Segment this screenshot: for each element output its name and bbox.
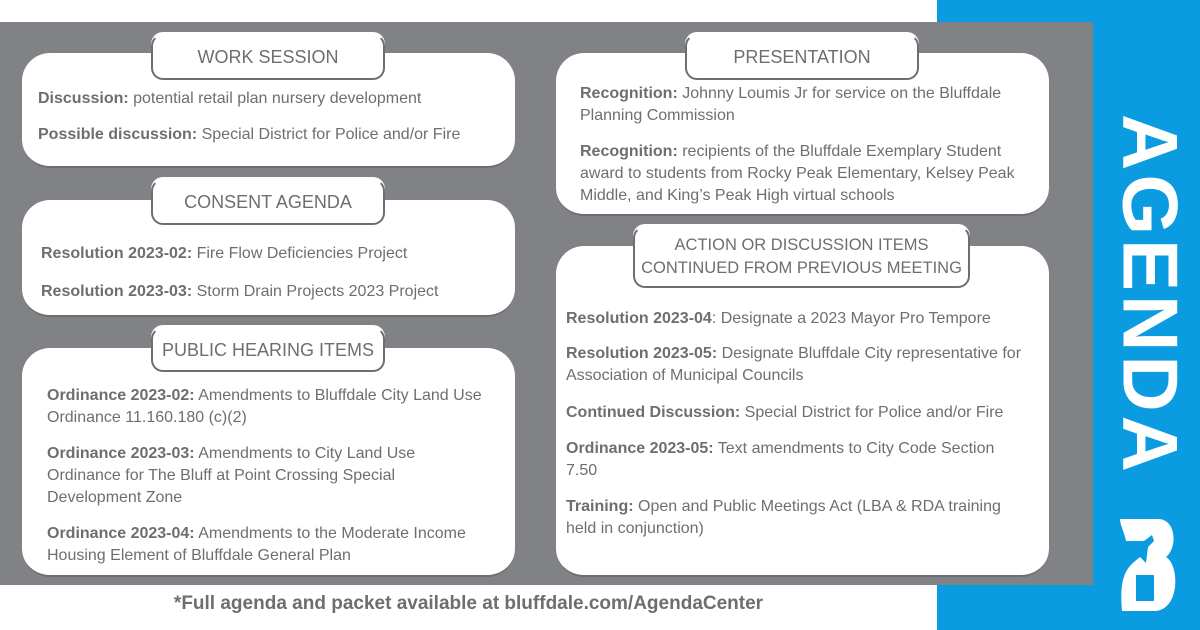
list-item bbox=[47, 385, 507, 429]
item-label: Ordinance 2023-05: bbox=[566, 440, 714, 457]
list-item bbox=[41, 243, 511, 265]
heading-text: WORK SESSION bbox=[197, 47, 339, 67]
item-text: recipients of the Bluffdale Exemplary Student award to students from Rocky Peak Elementary, Kelsey Peak Middle, and King’s Peak High virtual schools bbox=[580, 143, 1015, 204]
item-text: potential retail plan nursery development bbox=[128, 90, 422, 107]
heading-text: PRESENTATION bbox=[733, 47, 871, 67]
list-item bbox=[38, 124, 508, 146]
agenda-title: AGENDA bbox=[1106, 113, 1195, 477]
item-label: Resolution 2023-02: bbox=[41, 245, 193, 262]
item-label: Ordinance 2023-02: bbox=[47, 387, 195, 404]
item-text: Storm Drain Projects 2023 Project bbox=[192, 283, 439, 300]
list-item bbox=[566, 496, 1021, 540]
item-text: Special District for Police and/or Fire bbox=[197, 126, 461, 143]
list-item bbox=[38, 88, 508, 110]
presentation-heading bbox=[685, 34, 919, 80]
list-item bbox=[580, 141, 1040, 207]
list-item bbox=[566, 402, 1036, 424]
item-text: Fire Flow Deficiencies Project bbox=[192, 245, 408, 262]
item-label: Resolution 2023-04 bbox=[566, 310, 712, 327]
item-label: Training: bbox=[566, 498, 634, 515]
item-text: Amendments to Bluffdale City Land Use Ordinance 11.160.180 (c)(2) bbox=[47, 387, 482, 426]
item-label: Resolution 2023-03: bbox=[41, 283, 193, 300]
work-session-heading bbox=[151, 34, 385, 80]
item-label: Resolution 2023-05: bbox=[566, 345, 718, 362]
list-item bbox=[566, 308, 1036, 330]
item-text: Open and Public Meetings Act (LBA & RDA training held in conjunction) bbox=[566, 498, 1001, 537]
item-text: Johnny Loumis Jr for service on the Bluffdale Planning Commission bbox=[580, 85, 1002, 124]
heading-text: ACTION OR DISCUSSION ITEMS bbox=[674, 236, 929, 254]
list-item bbox=[47, 523, 497, 567]
item-label: Recognition: bbox=[580, 143, 678, 160]
public-hearing-heading bbox=[151, 327, 385, 372]
list-item bbox=[566, 438, 1026, 482]
consent-agenda-heading bbox=[151, 179, 385, 225]
item-text: Designate Bluffdale City representative for Association of Municipal Councils bbox=[566, 345, 1022, 384]
item-label: Discussion: bbox=[38, 90, 129, 107]
heading-text: CONSENT AGENDA bbox=[184, 192, 352, 212]
bluffdale-logo-icon bbox=[1118, 517, 1178, 613]
item-text: Amendments to City Land Use Ordinance for The Bluff at Point Crossing Special Development Zone bbox=[47, 445, 416, 506]
heading-text: PUBLIC HEARING ITEMS bbox=[161, 339, 375, 360]
heading-text: CONTINUED FROM PREVIOUS MEETING bbox=[641, 259, 962, 277]
item-label: Ordinance 2023-04: bbox=[47, 525, 195, 542]
list-item bbox=[41, 281, 511, 303]
item-text: Amendments to the Moderate Income Housing Element of Bluffdale General Plan bbox=[47, 525, 466, 564]
item-label: Possible discussion: bbox=[38, 126, 198, 143]
list-item bbox=[566, 343, 1031, 387]
list-item bbox=[47, 443, 447, 509]
item-label: Ordinance 2023-03: bbox=[47, 445, 195, 462]
item-label: Continued Discussion: bbox=[566, 404, 741, 421]
item-label: Recognition: bbox=[580, 85, 678, 102]
footer-note: *Full agenda and packet available at bluffdale.com/AgendaCenter bbox=[173, 593, 764, 614]
action-items-heading bbox=[633, 226, 970, 288]
item-text: Special District for Police and/or Fire bbox=[740, 404, 1004, 421]
item-text: : Designate a 2023 Mayor Pro Tempore bbox=[711, 310, 991, 327]
item-text: Text amendments to City Code Section 7.50 bbox=[566, 440, 995, 479]
list-item bbox=[580, 83, 1035, 127]
